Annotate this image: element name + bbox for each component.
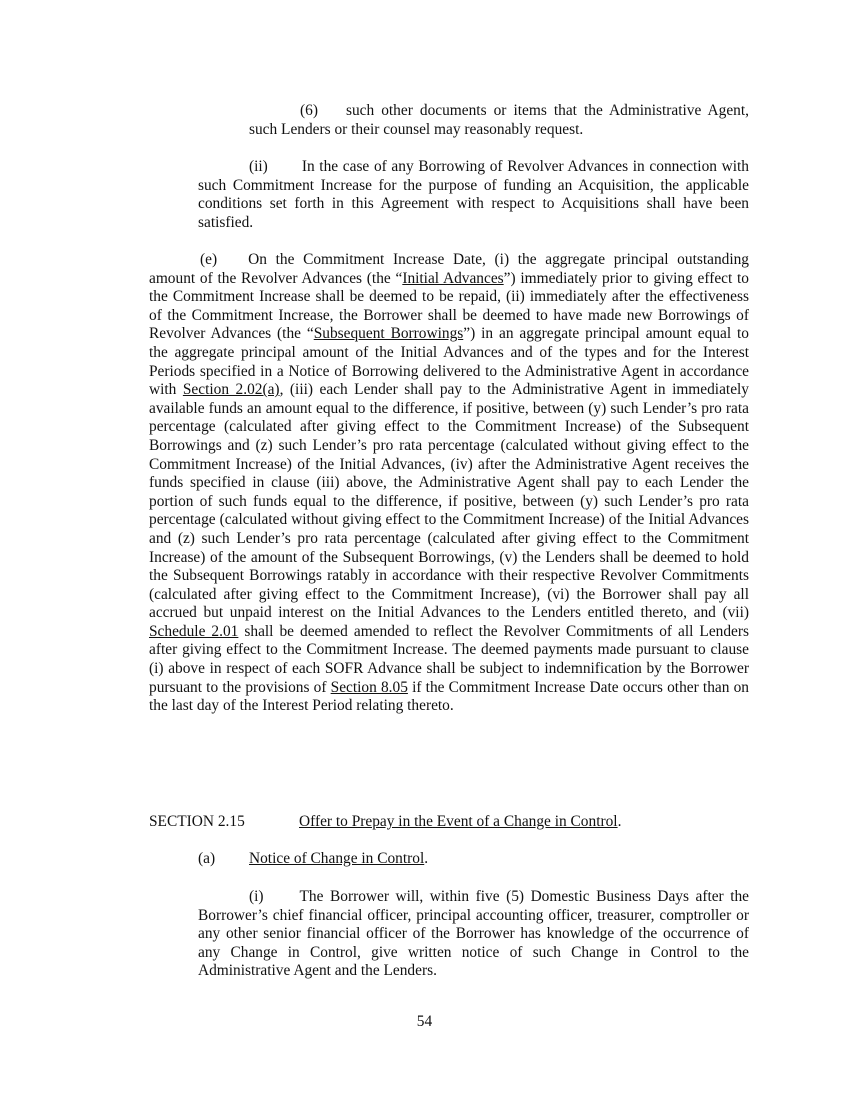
subsection-a-label: (a)	[198, 850, 216, 867]
paragraph-i	[198, 888, 749, 981]
paragraph-i-label: (i)	[249, 888, 264, 905]
section-title: Offer to Prepay in the Event of a Change in Control	[299, 813, 618, 830]
subsection-a-heading	[198, 850, 749, 869]
cross-ref-section-8-05: Section 8.05	[330, 678, 408, 696]
paragraph-6-text: such other documents or items that the Administrative Agent, such Lenders or their counsel may reasonably request.	[249, 102, 749, 138]
paragraph-e-text-3: ”) in an aggregate principal amount equal to the aggregate principal amount of the Initial Advances and of the types and for the Interest Periods specified in a Notice of Borrowing delivered to the Administrative Agent in accordance with	[149, 325, 749, 399]
paragraph-e-text-1: On the Commitment Increase Date, (i) the aggregate principal outstanding amount of the Revolver Advances (the “	[149, 251, 749, 287]
paragraph-e-text-4: , (iii) each Lender shall pay to the Administrative Agent in immediately available funds an amount equal to the difference, if positive, between (y) such Lender’s pro rata percentage (calculated after giving effect to the Commitment Increase) of the Subsequent Borrowings and (z) such Lender’s pro rata percentage (calculated without giving effect to the Commitment Increase) of the Initial Advances, (iv) after the Administrative Agent receives the funds specified in clause (iii) above, the Administrative Agent shall pay to each Lender the portion of such funds equal to the difference, if positive, between (y) such Lender’s pro rata percentage (calculated without giving effect to the Commitment Increase) of the Initial Advances and (z) such Lender’s pro rata percentage (calculated after giving effect to the Commitment Increase) of the amount of the Subsequent Borrowings, (v) the Lenders shall be deemed to hold the Subsequent Borrowings ratably in accordance with their respective Revolver Commitments (calculated after giving effect to the Commitment Increase), (vi) the Borrower shall pay all accrued but unpaid interest on the Initial Advances to the Lenders entitled thereto, and (vii)	[149, 381, 749, 622]
paragraph-e-text-2: ”) immediately prior to giving effect to the Commitment Increase shall be deemed to be repaid, (ii) immediately after the effectiveness of the Commitment Increase, the Borrower shall be deemed to have made new Borrowings of Revolver Advances (the “	[149, 269, 749, 343]
paragraph-ii	[198, 158, 749, 232]
paragraph-e-text-6: if the Commitment Increase Date occurs other than on the last day of the Interest Period relating thereto.	[149, 678, 749, 715]
subsection-a-title: Notice of Change in Control	[249, 850, 425, 867]
paragraph-ii-label: (ii)	[249, 158, 268, 175]
defined-term-initial-advances: Initial Advances	[402, 269, 504, 287]
section-title-period: .	[617, 813, 622, 830]
defined-term-subsequent-borrowings: Subsequent Borrowings	[313, 325, 464, 343]
subsection-a-period: .	[424, 850, 429, 867]
cross-ref-schedule-2-01: Schedule 2.01	[149, 622, 239, 640]
paragraph-6	[249, 102, 749, 139]
cross-ref-section-2-02a: Section 2.02(a)	[182, 381, 280, 399]
paragraph-e-text-5: shall be deemed amended to reflect the Revolver Commitments of all Lenders after giving effect to the Commitment Increase. The deemed payments made pursuant to clause (i) above in respect of each SOFR Advance shall be subject to indemnification by the Borrower pursuant to the provisions of	[149, 622, 749, 696]
paragraph-e	[149, 251, 749, 716]
section-heading-2-15	[149, 813, 749, 832]
paragraph-e-label: (e)	[200, 251, 218, 268]
paragraph-i-text: The Borrower will, within five (5) Domestic Business Days after the Borrower’s chief financial officer, principal accounting officer, treasurer, comptroller or any other senior financial officer of the Borrower has knowledge of the occurrence of any Change in Control, give written notice of such Change in Control to the Administrative Agent and the Lenders.	[198, 888, 749, 980]
page-number: 54	[416, 1013, 433, 1030]
paragraph-ii-text: In the case of any Borrowing of Revolver Advances in connection with such Commitment Increase for the purpose of funding an Acquisition, the applicable conditions set forth in this Agreement with respect to Acquisitions shall have been satisfied.	[198, 158, 749, 231]
paragraph-6-label: (6)	[300, 102, 318, 119]
section-number: SECTION 2.15	[149, 813, 245, 830]
